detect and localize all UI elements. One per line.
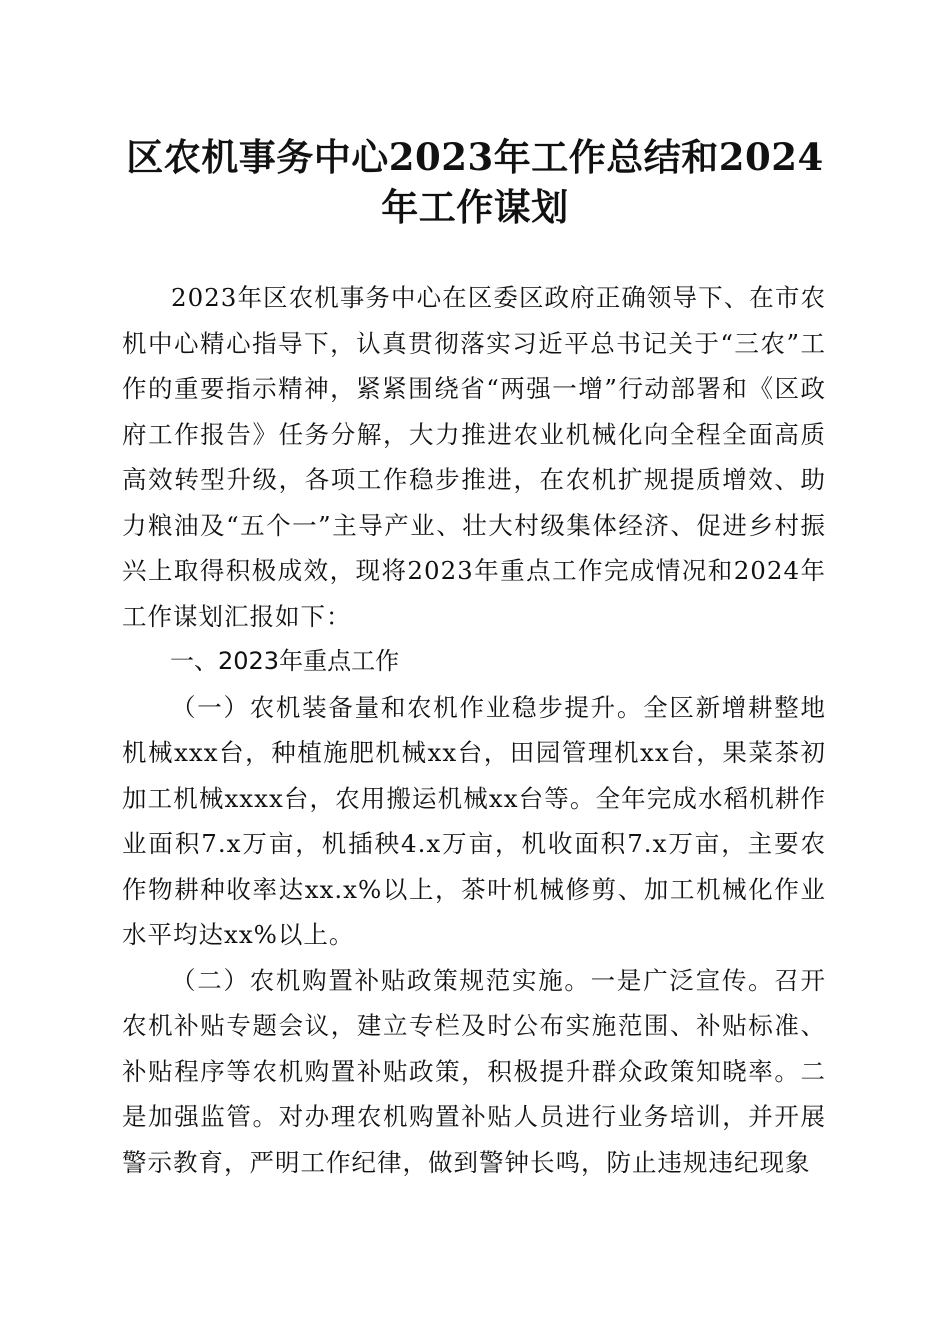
section-heading-1: 一、2023年重点工作 <box>170 647 400 675</box>
item-2-text: 一是广泛宣传。召开农机补贴专题会议，建立专栏及时公布实施范围、补贴标准、补贴程序等农机购置补贴政策，积极提升群众政策知晓率。二是加强监管。对办理农机购置补贴人员进行业务培训，并开展警示教育，严明工作纪律，做到警钟长鸣，防止违规违纪现象 <box>122 965 827 1177</box>
document-title: 区农机事务中心2023年工作总结和2024年工作谋划 <box>126 135 824 229</box>
item-1-text: 全区新增耕整地机械xxx台，种植施肥机械xx台，田园管理机xx台，果菜茶初加工机械xxxx台，农用搬运机械xx台等。全年完成水稻机耕作业面积7.x万亩，机插秧4.x万亩，机收面积7.x万亩，主要农作物耕种收率达xx.x%以上，茶叶机械修剪、加工机械化作业水平均达xx%以上。 <box>122 692 826 949</box>
section-1-item-1 <box>122 685 826 958</box>
item-2-lead: （二）农机购置补贴政策规范实施。 <box>171 965 591 995</box>
intro-paragraph: 2023年区农机事务中心在区委区政府正确领导下、在市农机中心精心指导下，认真贯彻落实习近平总书记关于“三农”工作的重要指示精神，紧紧围绕省“两强一增”行动部署和《区政府工作报告》任务分解，大力推进农业机械化向全程全面高质高效转型升级，各项工作稳步推进，在农机扩规提质增效、助力粮油及“五个一”主导产业、壮大村级集体经济、促进乡村振兴上取得积极成效，现将2023年重点工作完成情况和2024年工作谋划汇报如下： <box>122 283 826 631</box>
item-1-lead: （一）农机装备量和农机作业稳步提升。 <box>171 692 644 722</box>
document-body <box>122 275 826 1185</box>
section-1-item-2 <box>122 958 826 1186</box>
